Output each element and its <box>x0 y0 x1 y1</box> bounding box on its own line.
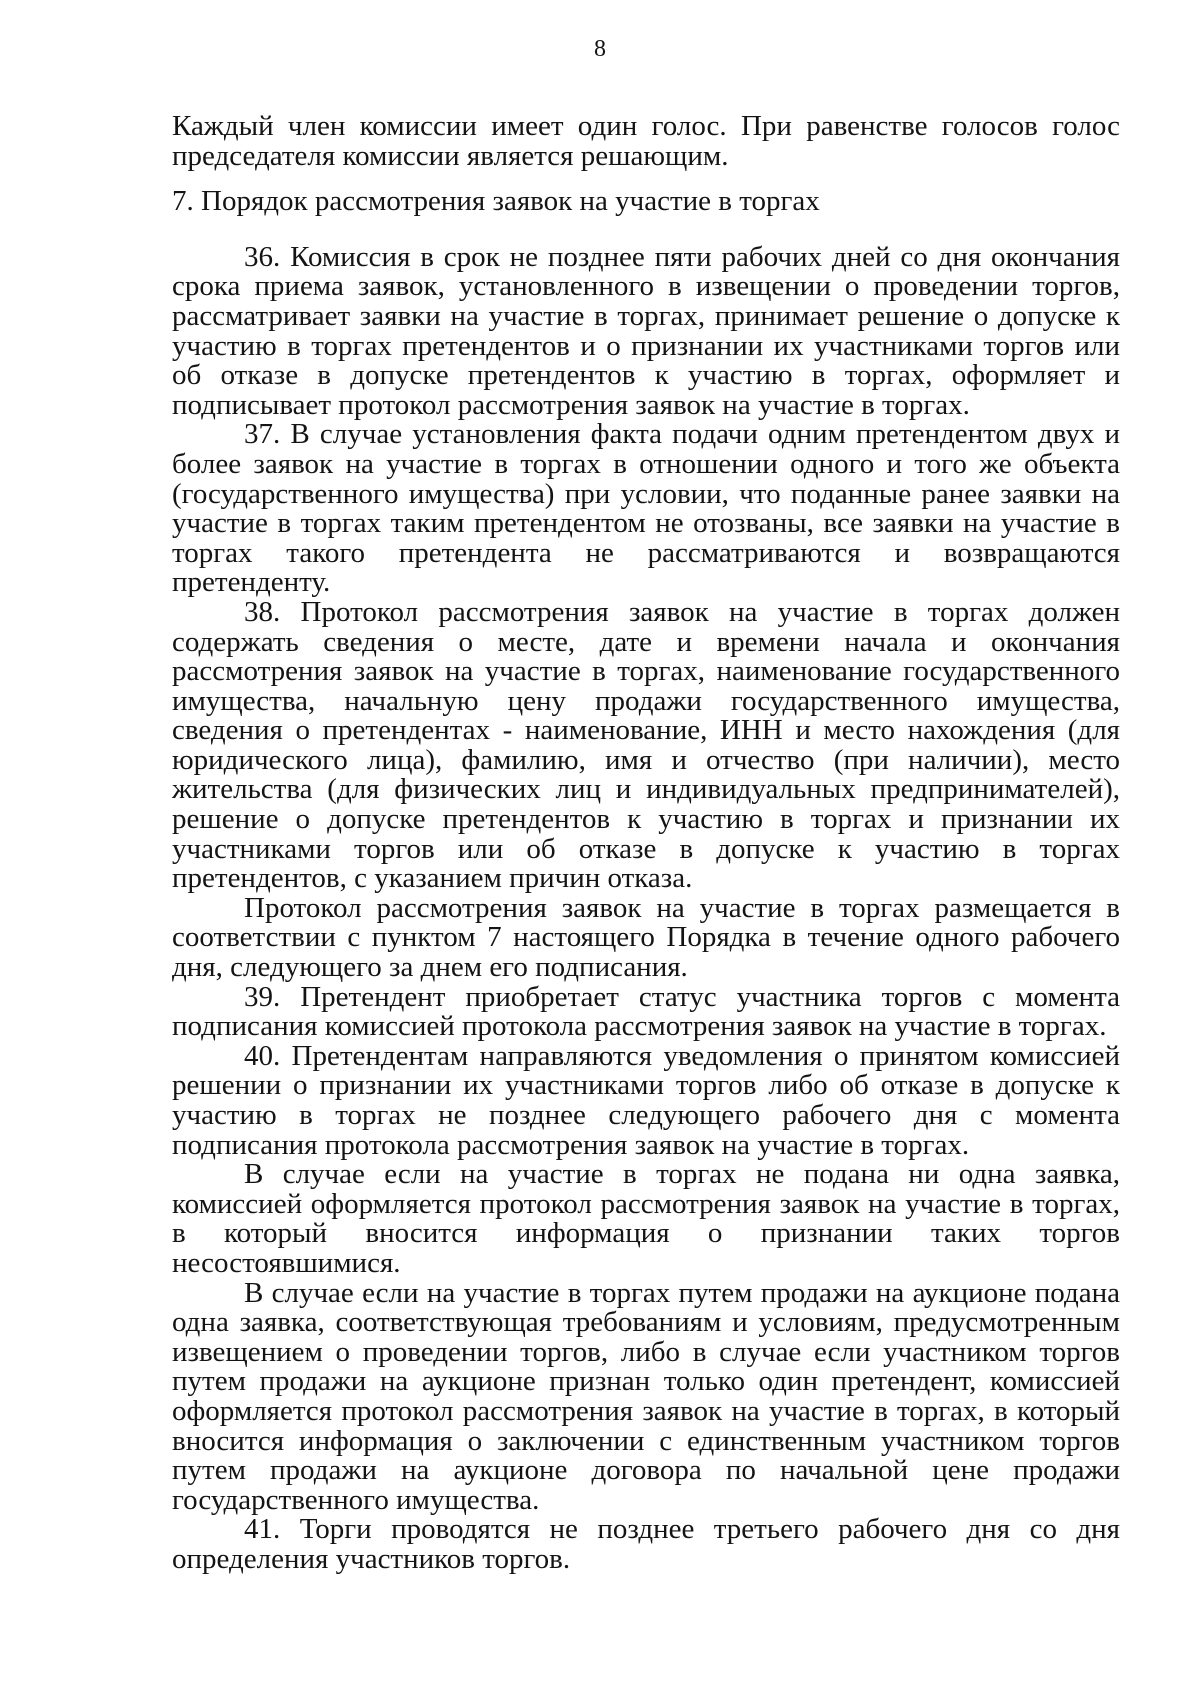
section-heading: 7. Порядок рассмотрения заявок на участие в торгах <box>172 185 820 218</box>
page-number: 8 <box>594 36 606 62</box>
paragraph-37: 37. В случае установления факта подачи одним претендентом двух и более заявок на участие в торгах в отношении одного и того же объекта (государственного имущества) при условии, что поданные ранее заявки на участие в торгах таким претендентом не отозваны, все заявки на участие в торгах такого претендента не рассматриваются и возвращаются претенденту. <box>172 418 1120 599</box>
paragraph-voting: Каждый член комиссии имеет один голос. При равенстве голосов голос председателя комиссии является решающим. <box>172 110 1120 172</box>
paragraph-38: 38. Протокол рассмотрения заявок на участие в торгах должен содержать сведения о месте, дате и времени начала и окончания рассмотрения заявок на участие в торгах, наименование государственного имущества, начальную цену продажи государственного имущества, сведения о претендентах - наименование, ИНН и место нахождения (для юридического лица), фамилию, имя и отчество (при наличии), место жительства (для физических лиц и индивидуальных предпринимателей), решение о допуске претендентов к участию в торгах и признании их участниками торгов или об отказе в допуске к участию в торгах претендентов, с указанием причин отказа. <box>172 595 1120 895</box>
paragraph-40: 40. Претендентам направляются уведомления о принятом комиссией решении о признании их участниками торгов либо об отказе в допуске к участию в торгах не позднее следующего рабочего дня с момента подписания протокола рассмотрения заявок на участие в торгах. <box>172 1039 1120 1161</box>
paragraph-38-protocol-placement: Протокол рассмотрения заявок на участие в торгах размещается в соответствии с пунктом 7 настоящего Порядка в течение одного рабочего дня, следующего за днем его подписания. <box>172 891 1120 984</box>
paragraph-41: 41. Торги проводятся не позднее третьего рабочего дня со дня определения участников торгов. <box>172 1513 1120 1575</box>
document-body <box>172 112 1120 1575</box>
paragraph-39: 39. Претендент приобретает статус участника торгов с момента подписания комиссией протокола рассмотрения заявок на участие в торгах. <box>172 980 1120 1043</box>
paragraph-36: 36. Комиссия в срок не позднее пяти рабочих дней со дня окончания срока приема заявок, установленного в извещении о проведении торгов, рассматривает заявки на участие в торгах, принимает решение о допуске к участию в торгах претендентов и о признании их участниками торгов или об отказе в допуске претендентов к участию в торгах, оформляет и подписывает протокол рассмотрения заявок на участие в торгах. <box>172 240 1120 421</box>
paragraph-40-no-applications: В случае если на участие в торгах не подана ни одна заявка, комиссией оформляется протокол рассмотрения заявок на участие в торгах, в который вносится информация о признании таких торгов несостоявшимися. <box>172 1158 1120 1279</box>
paragraph-40-single-application: В случае если на участие в торгах путем продажи на аукционе подана одна заявка, соответствующая требованиям и условиям, предусмотренным извещением о проведении торгов, либо в случае если участником торгов путем продажи на аукционе признан только один претендент, комиссией оформляется протокол рассмотрения заявок на участие в торгах, в который вносится информация о заключении с единственным участником торгов путем продажи на аукционе договора по начальной цене продажи государственного имущества. <box>172 1276 1120 1516</box>
